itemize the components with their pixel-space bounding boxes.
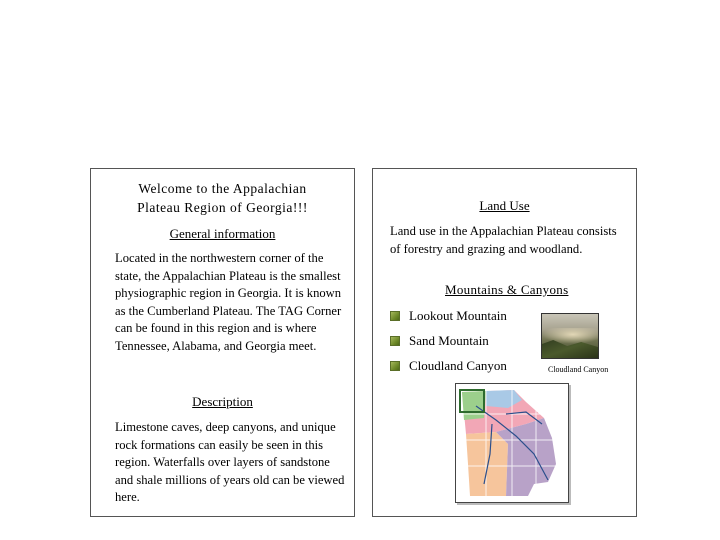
list-item-label: Cloudland Canyon [409, 358, 507, 373]
welcome-title [91, 179, 354, 217]
square-bullet-icon [390, 361, 400, 371]
description-heading: Description [192, 394, 253, 409]
general-information-text: Located in the northwestern corner of the state, the Appalachian Plateau is the smallest physiographic region in Georgia. It is known as the Cumberland Plateau. The TAG Corner can be found in this region and is where Tennessee, Alabama, and Georgia meet. [115, 251, 342, 353]
georgia-regions-map [455, 383, 569, 503]
land-use-panel [372, 168, 637, 517]
list-item-sand-mountain [390, 332, 489, 350]
land-use-heading: Land Use [479, 198, 530, 213]
list-item-label: Lookout Mountain [409, 308, 507, 323]
description-text: Limestone caves, deep canyons, and unique rock formations can easily be seen in this region. Waterfalls over layers of sandstone and shale millions of years old can be viewed here. [115, 420, 345, 505]
welcome-panel [90, 168, 355, 517]
mountains-canyons-heading: Mountains & Canyons [445, 282, 569, 297]
square-bullet-icon [390, 311, 400, 321]
map-region-ridge-valley [462, 391, 486, 420]
list-item-label: Sand Mountain [409, 333, 489, 348]
general-information-heading: General information [169, 226, 276, 241]
list-item-lookout-mountain [390, 307, 507, 325]
welcome-title-line2: Plateau Region of Georgia!!! [137, 200, 308, 215]
list-item-cloudland-canyon [390, 357, 507, 375]
cloudland-canyon-photo [541, 313, 599, 359]
georgia-map-graphic [456, 384, 568, 502]
land-use-text: Land use in the Appalachian Plateau consists of forestry and grazing and woodland. [390, 224, 617, 256]
square-bullet-icon [390, 336, 400, 346]
welcome-title-line1: Welcome to the Appalachian [138, 181, 307, 196]
photo-caption: Cloudland Canyon [548, 365, 609, 374]
map-region-coastal-west [466, 432, 508, 496]
